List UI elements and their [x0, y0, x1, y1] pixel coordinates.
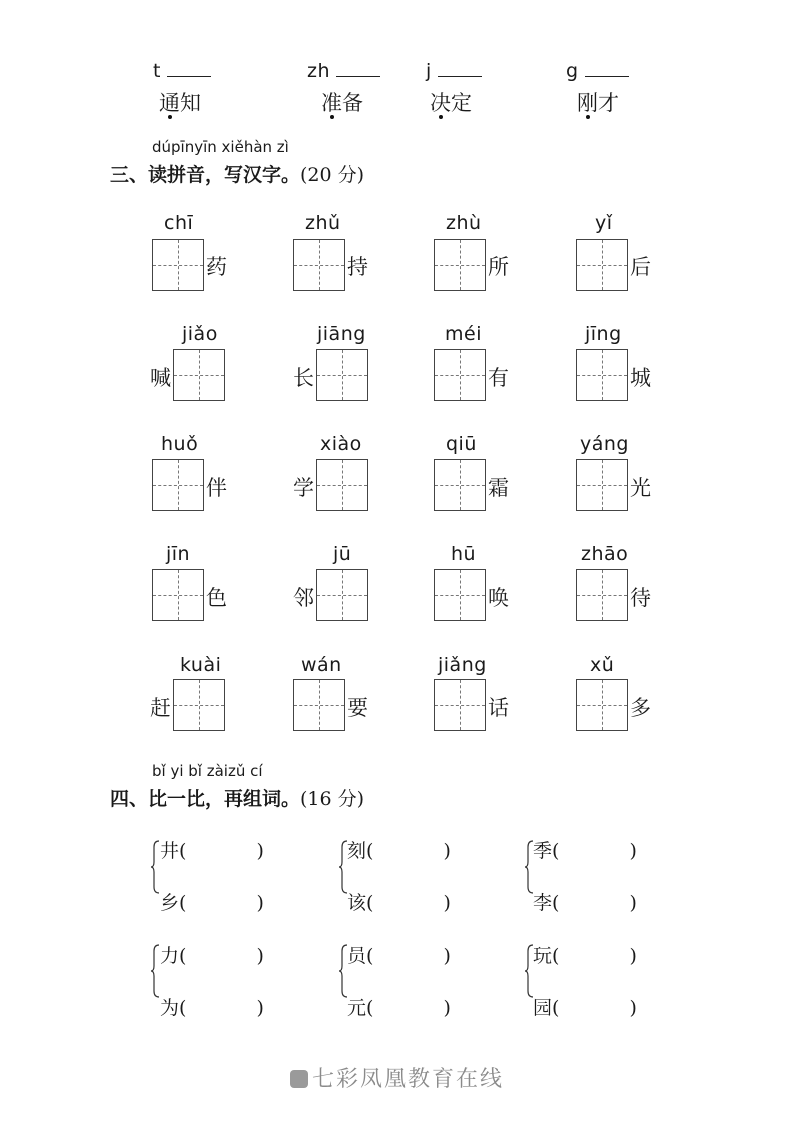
compare-item[interactable]: 该( ) — [347, 892, 451, 914]
section3-pinyin: dúpīnyīn xiěhàn zì — [152, 138, 289, 156]
compare-item[interactable]: 元( ) — [347, 997, 451, 1019]
compare-item[interactable]: 乡( ) — [160, 892, 264, 914]
initial-j: j — [426, 60, 482, 82]
pinyin-label: jū — [333, 543, 352, 565]
writing-box[interactable] — [434, 459, 486, 511]
pinyin-label: zhù — [446, 212, 482, 234]
compare-item[interactable]: 力( ) — [160, 945, 264, 967]
blank-line[interactable] — [336, 60, 380, 77]
given-char: 唤 — [488, 586, 509, 610]
brace-icon — [150, 840, 160, 894]
pinyin-label: huǒ — [161, 433, 199, 455]
writing-box[interactable] — [576, 569, 628, 621]
section3-score: (20 分) — [300, 164, 365, 186]
given-char: 喊 — [150, 366, 171, 390]
writing-box[interactable] — [173, 349, 225, 401]
given-char: 霜 — [488, 476, 509, 500]
brace-icon — [150, 944, 160, 998]
given-char: 药 — [206, 255, 227, 279]
initial-t: t — [153, 60, 211, 82]
writing-box[interactable] — [152, 239, 204, 291]
given-char: 后 — [630, 255, 651, 279]
word-jueding: 决定 — [430, 91, 472, 115]
pinyin-label: xiào — [320, 433, 362, 455]
blank-line[interactable] — [585, 60, 629, 77]
blank-line[interactable] — [167, 60, 211, 77]
writing-box[interactable] — [576, 239, 628, 291]
pinyin-label: jīng — [585, 323, 622, 345]
pinyin-label: jiāng — [317, 323, 366, 345]
writing-box[interactable] — [173, 679, 225, 731]
writing-box[interactable] — [316, 349, 368, 401]
pinyin-label: jiǎo — [182, 323, 218, 345]
initial-zh: zh — [307, 60, 380, 82]
pinyin-label: qiū — [446, 433, 477, 455]
given-char: 伴 — [206, 476, 227, 500]
compare-item[interactable]: 员( ) — [347, 945, 451, 967]
section3-title: 三、读拼音，写汉字。(20 分) — [110, 164, 365, 186]
given-char: 所 — [488, 255, 509, 279]
pinyin-label: yǐ — [595, 212, 613, 234]
pinyin-label: méi — [445, 323, 482, 345]
emphasis-dot — [586, 115, 590, 119]
compare-item[interactable]: 季( ) — [533, 840, 637, 862]
watermark: 七彩凤凰教育在线 — [290, 1062, 504, 1093]
given-char: 城 — [630, 366, 651, 390]
given-char: 长 — [293, 366, 314, 390]
word-tongzhi: 通知 — [159, 91, 201, 115]
compare-item[interactable]: 园( ) — [533, 997, 637, 1019]
word-zhunbei: 准备 — [321, 91, 363, 115]
writing-box[interactable] — [576, 349, 628, 401]
section4-pinyin: bǐ yi bǐ zàizǔ cí — [152, 762, 263, 780]
emphasis-dot — [330, 115, 334, 119]
pinyin-label: kuài — [180, 654, 222, 676]
writing-box[interactable] — [576, 679, 628, 731]
emphasis-dot — [168, 115, 172, 119]
writing-box[interactable] — [434, 349, 486, 401]
writing-box[interactable] — [293, 239, 345, 291]
writing-box[interactable] — [152, 569, 204, 621]
given-char: 光 — [630, 476, 651, 500]
writing-box[interactable] — [293, 679, 345, 731]
given-char: 邻 — [293, 586, 314, 610]
compare-item[interactable]: 玩( ) — [533, 945, 637, 967]
section4-score: (16 分) — [300, 788, 365, 810]
compare-item[interactable]: 为( ) — [160, 997, 264, 1019]
pinyin-label: jiǎng — [438, 654, 487, 676]
given-char: 有 — [488, 366, 509, 390]
given-char: 多 — [630, 696, 651, 720]
given-char: 话 — [488, 696, 509, 720]
given-char: 要 — [347, 696, 368, 720]
writing-box[interactable] — [316, 459, 368, 511]
given-char: 持 — [347, 255, 368, 279]
given-char: 赶 — [150, 696, 171, 720]
compare-item[interactable]: 井( ) — [160, 840, 264, 862]
writing-box[interactable] — [316, 569, 368, 621]
writing-box[interactable] — [576, 459, 628, 511]
given-char: 待 — [630, 586, 651, 610]
compare-item[interactable]: 李( ) — [533, 892, 637, 914]
pinyin-label: hū — [451, 543, 477, 565]
emphasis-dot — [439, 115, 443, 119]
blank-line[interactable] — [438, 60, 482, 77]
pinyin-label: yáng — [580, 433, 629, 455]
writing-box[interactable] — [434, 679, 486, 731]
pinyin-label: chī — [164, 212, 194, 234]
word-gangcai: 刚才 — [577, 91, 619, 115]
writing-box[interactable] — [152, 459, 204, 511]
pinyin-label: zhǔ — [305, 212, 341, 234]
compare-item[interactable]: 刻( ) — [347, 840, 451, 862]
initial-g: g — [566, 60, 629, 82]
given-char: 色 — [206, 586, 227, 610]
given-char: 学 — [293, 476, 314, 500]
pinyin-label: xǔ — [590, 654, 615, 676]
writing-box[interactable] — [434, 239, 486, 291]
pinyin-label: zhāo — [581, 543, 629, 565]
pinyin-label: jīn — [166, 543, 191, 565]
logo-icon — [290, 1070, 308, 1088]
pinyin-label: wán — [301, 654, 342, 676]
writing-box[interactable] — [434, 569, 486, 621]
section4-title: 四、比一比，再组词。(16 分) — [110, 788, 365, 810]
